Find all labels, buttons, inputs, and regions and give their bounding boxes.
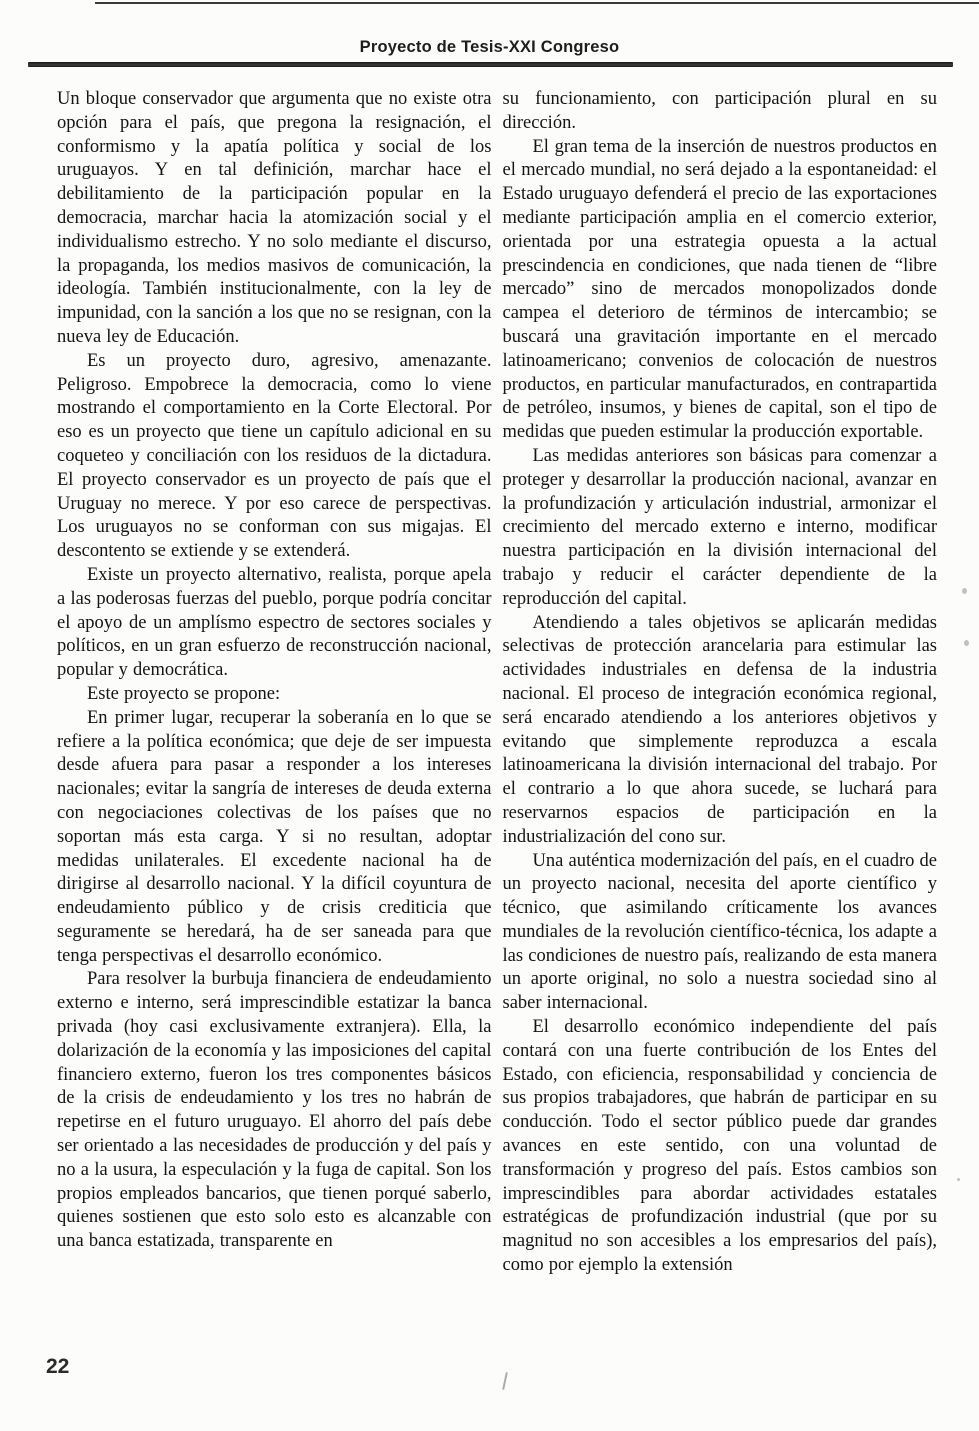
- paragraph: Un bloque conservador que argumenta que no existe otra opción para el país, que pregona la resignación, el conformismo y la apatía política y social de los uruguayos. Y en tal definición, marchar hace el debilitamiento de la participación popular en la democracia, marchar hacia la atomización social y el individualismo estrecho. Y no solo mediante el discurso, la propaganda, los medios masivos de comunicación, la ideología. También institucionalmente, con la ley de impunidad, con la sanción a los que no se resignan, con la nueva ley de Educación.: [57, 89, 492, 347]
- paragraph: su funcionamiento, con participación plural en su dirección.: [502, 89, 937, 133]
- header-rule: [28, 62, 953, 67]
- paragraph: Es un proyecto duro, agresivo, amenazante. Peligroso. Empobrece la democracia, como lo viene mostrando el comportamiento en la Corte Electoral. Por eso es un proyecto que tiene un capítulo adicional en su coqueteo y conciliación con los residuos de la dictadura. El proyecto conservador es un proyecto de país que el Uruguay no merece. Y por eso carece de perspectivas. Los uruguayos no se conforman con sus migajas. El descontento se extiende y se extenderá.: [57, 350, 492, 562]
- right-column: [503, 88, 938, 1278]
- page-number: 22: [46, 1355, 70, 1378]
- paragraph: Una auténtica modernización del país, en el cuadro de un proyecto nacional, necesita del aporte científico y técnico, que asimilando críticamente los avances mundiales de la revolución científico-técnica, los adapte a las condiciones de nuestro país, realizando de esta manera un aporte original, no solo a nuestra sociedad sino al saber internacional.: [502, 850, 937, 1014]
- paragraph: Las medidas anteriores son básicas para comenzar a proteger y desarrollar la producción nacional, avanzar en la profundización y articulación industrial, armonizar el crecimiento del mercado externo e interno, modificar nuestra participación en la división internacional del trabajo y reducir el carácter dependiente de la reproducción del capital.: [502, 445, 937, 609]
- scan-speck: [964, 640, 969, 646]
- page-top-edge-line: [95, 2, 979, 4]
- paragraph: Existe un proyecto alternativo, realista, porque apela a las poderosas fuerzas del pueblo, porque podría concitar el apoyo de un amplísmo espectro de sectores sociales y políticos, en un gran esfuerzo de reconstrucción nacional, popular y democrática.: [57, 564, 492, 681]
- paragraph: Atendiendo a tales objetivos se aplicarán medidas selectivas de protección arancelaria para estimular las actividades industriales en defensa de la industria nacional. El proceso de integración económica regional, será encarado atendiendo a los anteriores objetivos y evitando que simplemente reproduzca a escala latinoamericana la división internacional del trabajo. Por el contrario a lo que ahora sucede, se luchará para reservarnos espacios de participación en la industrialización del cono sur.: [502, 612, 937, 847]
- scan-speck: [962, 588, 967, 594]
- paragraph: Para resolver la burbuja financiera de endeudamiento externo e interno, será imprescindible estatizar la banca privada (hoy casi exclusivamente extranjera). Ella, la dolarización de la economía y las imposiciones del capital financiero externo, fueron los tres componentes básicos de la crisis de endeudamiento y los tres no habrán de repetirse en el futuro uruguayo. El ahorro del país debe ser orientado a las necesidades de producción y del país y no a la usura, la especulación y la fuga de capital. Son los propios empleados bancarios, que tienen porqué saberlo, quienes sostienen que esto solo esto es alcanzable con una banca estatizada, transparente en: [57, 969, 492, 1252]
- paragraph: En primer lugar, recuperar la soberanía en lo que se refiere a la política económica; que deje de ser impuesta desde afuera para pasar a responder a los intereses nacionales; evitar la sangría de intereses de deuda externa con negociaciones colectivas de los países que no soportan más esta carga. Y si no resultan, adoptar medidas unilaterales. El excedente nacional ha de dirigirse al desarrollo nacional. Y la difícil coyuntura de endeudamiento público y de crisis crediticia que seguramente se heredará, ha de ser saneada para que tenga perspectivas el desarrollo económico.: [57, 707, 492, 966]
- text-columns: [57, 88, 937, 1278]
- paragraph: El desarrollo económico independiente del país contará con una fuerte contribución de los Entes del Estado, con eficiencia, responsabilidad y conciencia de sus propios trabajadores, que habrán de participar en su conducción. Todo el sector público puede dar grandes avances en este sentido, con una voluntad de transformación y progreso del país. Estos cambios son imprescindibles para abordar actividades estatales estratégicas de profundización industrial (que por su magnitud no son accesibles a los empresarios del país), como por ejemplo la extensión: [502, 1017, 937, 1276]
- scan-speck: [957, 1178, 960, 1181]
- paragraph: Este proyecto se propone:: [87, 683, 281, 704]
- scan-artifact-slash: [502, 1372, 508, 1390]
- left-column: [57, 88, 492, 1278]
- page-header-title: Proyecto de Tesis-XXI Congreso: [359, 38, 620, 56]
- paragraph: El gran tema de la inserción de nuestros productos en el mercado mundial, no será dejado a la espontaneidad: el Estado uruguayo defenderá el precio de las exportaciones mediante participación amplia en el comercio exterior, orientada por una estrategia opuesta a la actual prescindencia en condiciones, que nada tienen de “libre mercado” sino de mercados monopolizados donde campea el deterioro de términos de intercambio; se buscará una gravitación importante en el mercado latinoamericano; convenios de colocación de nuestros productos, en particular manufacturados, en contrapartida de petróleo, insumos, y bienes de capital, son el tipo de medidas que pueden estimular la producción exportable.: [502, 136, 937, 443]
